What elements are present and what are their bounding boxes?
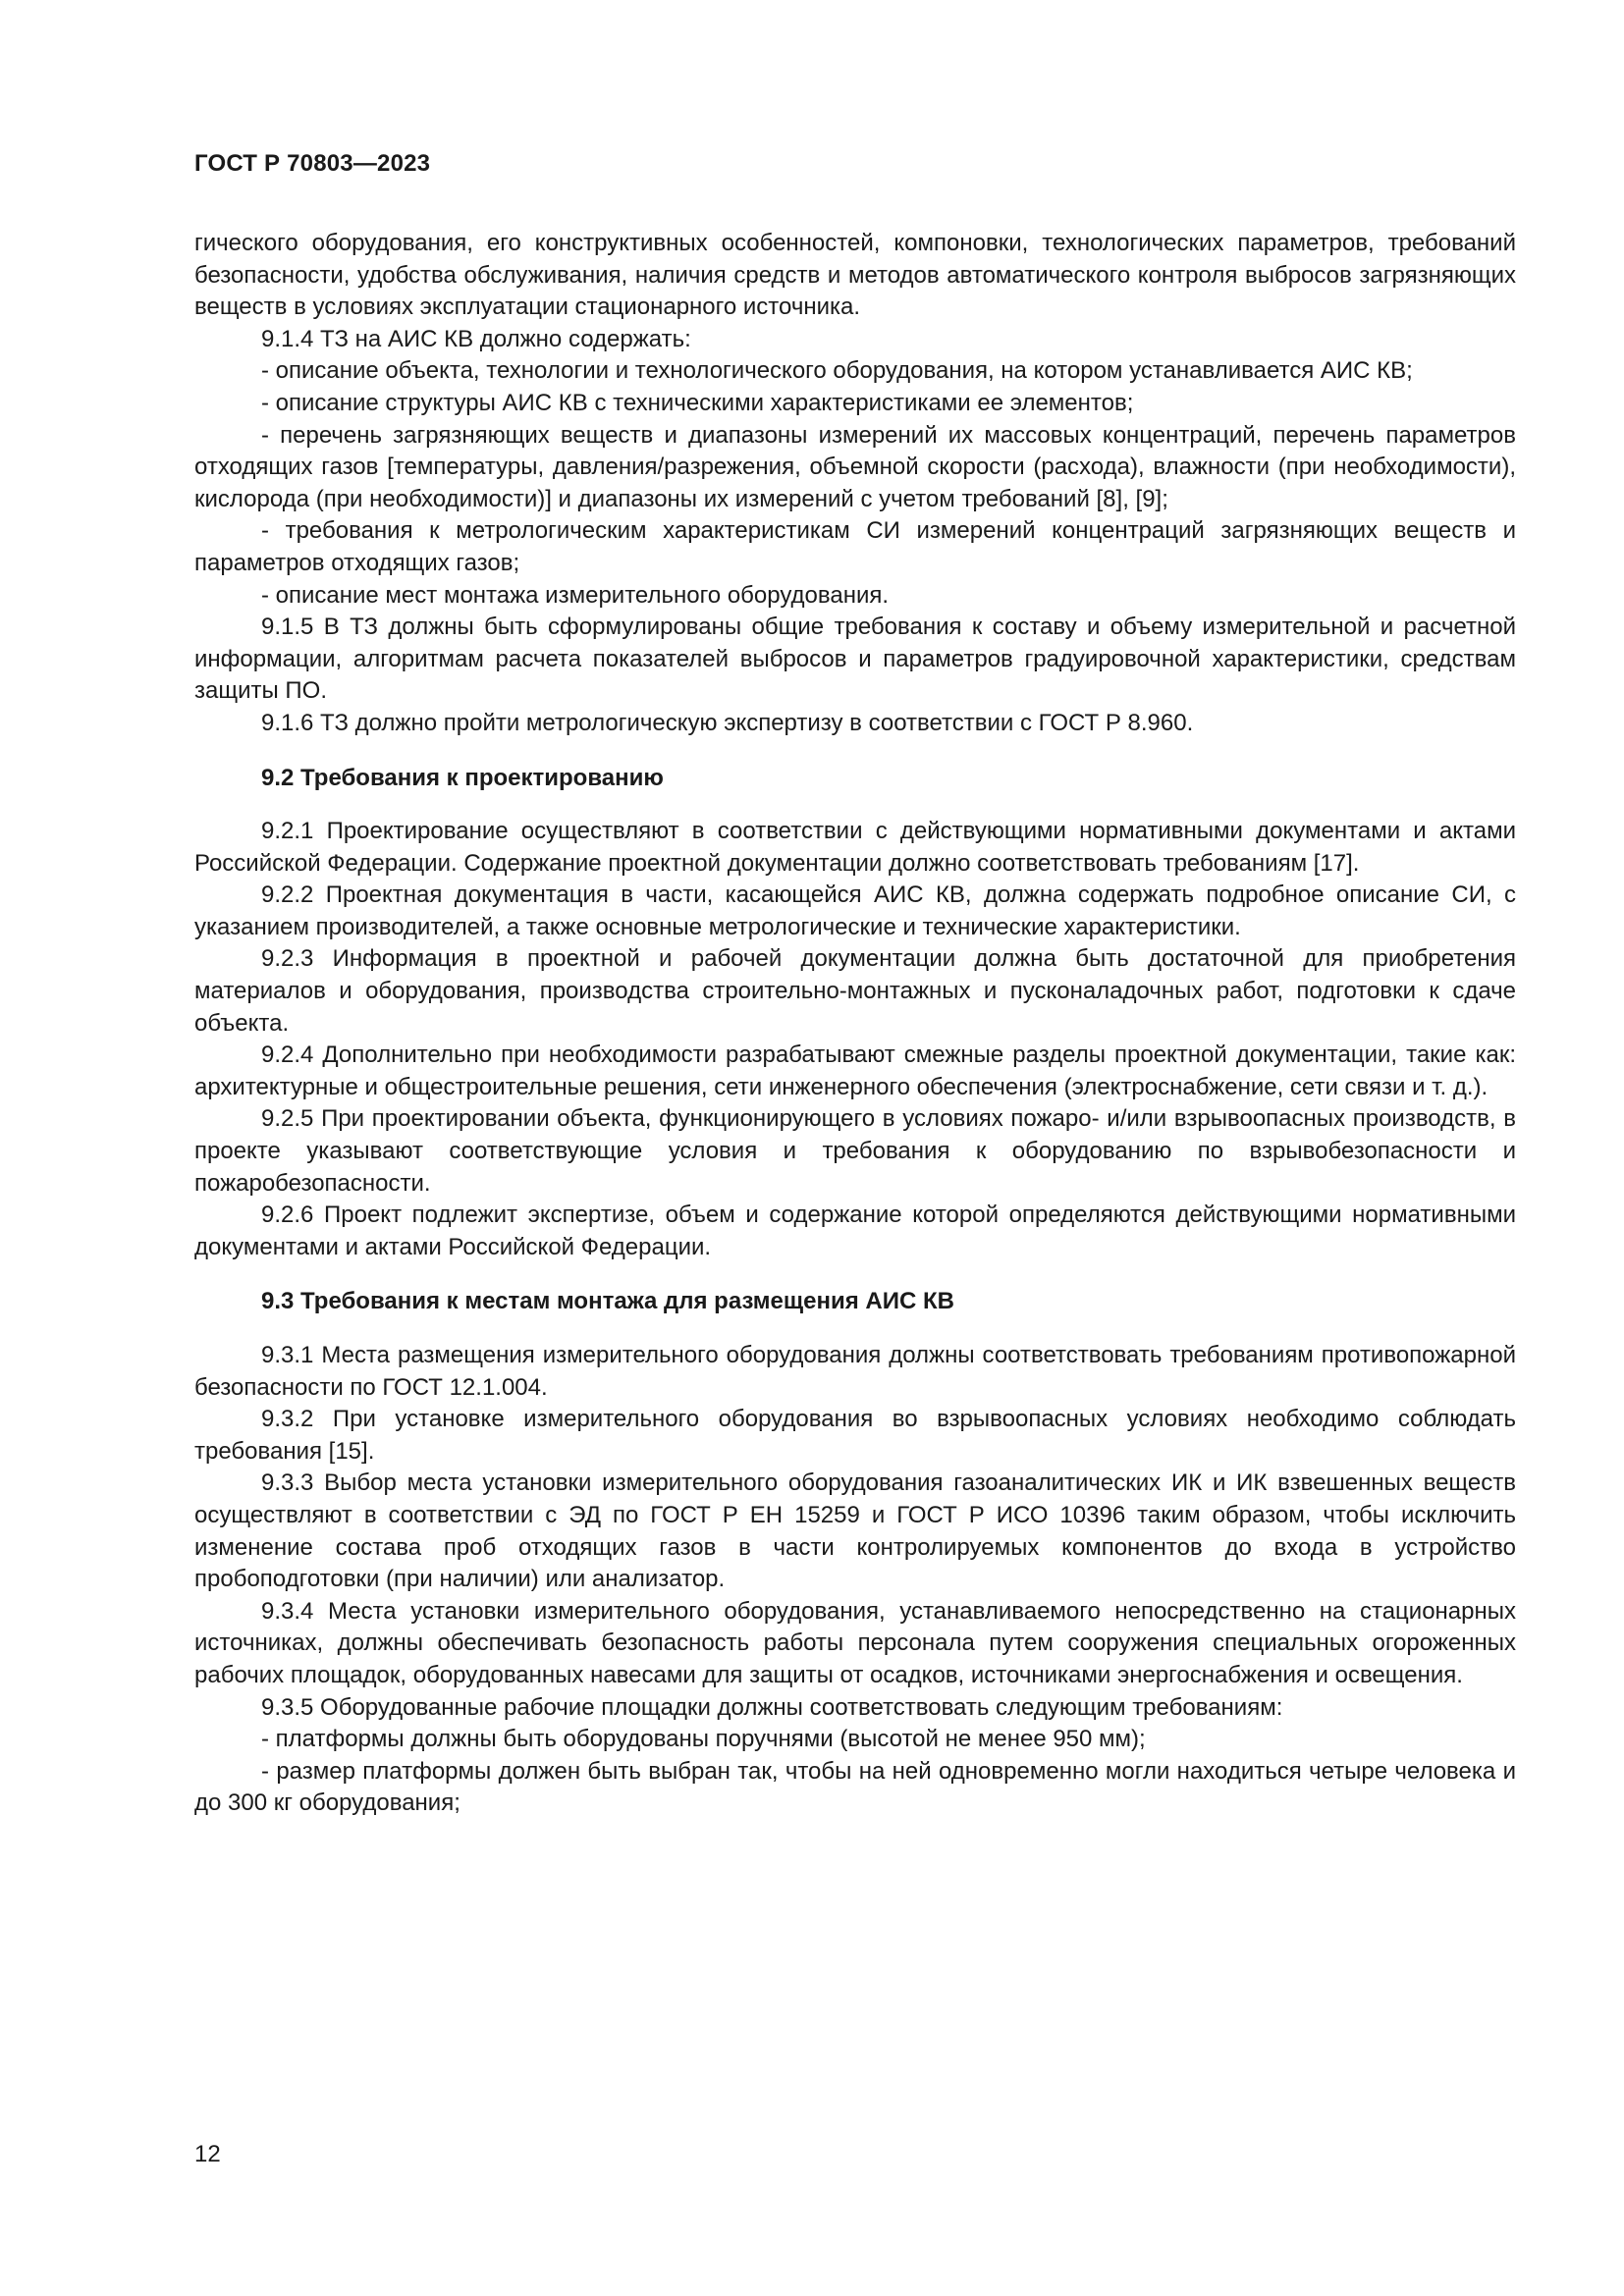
paragraph: 9.1.6 ТЗ должно пройти метрологическую экспертизу в соответствии с ГОСТ Р 8.960. [261, 709, 1194, 736]
list-item: - платформы должны быть оборудованы поручнями (высотой не менее 950 мм); [261, 1726, 1146, 1753]
paragraph: 9.2.3 Информация в проектной и рабочей документации должна быть достаточной для приобретения материалов и оборудования, производства строительно-монтажных и пусконаладочных работ, подготовки к сдаче объекта. [194, 945, 1516, 1037]
document-header: ГОСТ Р 70803—2023 [194, 150, 431, 177]
section-heading: 9.3 Требования к местам монтажа для размещения АИС КВ [261, 1288, 954, 1315]
list-item: - размер платформы должен быть выбран так, чтобы на ней одновременно могли находиться четыре человека и до 300 кг оборудования; [194, 1757, 1516, 1817]
paragraph: 9.2.1 Проектирование осуществляют в соответствии с действующими нормативными документами и актами Российской Федерации. Содержание проектной документации должно соответствовать требованиям [17]. [194, 818, 1516, 877]
list-item: - описание структуры АИС КВ с техническими характеристиками ее элементов; [261, 389, 1134, 416]
paragraph: 9.3.2 При установке измерительного оборудования во взрывоопасных условиях необходимо соблюдать требования [15]. [194, 1406, 1516, 1465]
paragraph: 9.3.4 Места установки измерительного оборудования, устанавливаемого непосредственно на стационарных источниках, должны обеспечивать безопасность работы персонала путем сооружения специальных огороженных рабочих площадок, оборудованных навесами для защиты от осадков, источниками энергоснабжения и освещения. [194, 1597, 1516, 1688]
paragraph: 9.3.3 Выбор места установки измерительного оборудования газоаналитических ИК и ИК взвешенных веществ осуществляют в соответствии с ЭД по ГОСТ Р ЕН 15259 и ГОСТ Р ИСО 10396 таким образом, чтобы исключить изменение состава проб отходящих газов в части контролируемых компонентов до входа в устройство пробоподготовки (при наличии) или анализатор. [194, 1469, 1516, 1593]
paragraph: 9.2.5 При проектировании объекта, функционирующего в условиях пожаро- и/или взрывоопасных производств, в проекте указывают соответствующие условия и требования к оборудованию по взрывобезопасности и пожаробезопасности. [194, 1105, 1516, 1197]
paragraph: 9.2.2 Проектная документация в части, касающейся АИС КВ, должна содержать подробное описание СИ, с указанием производителей, а также основные метрологические и технические характеристики. [194, 881, 1516, 940]
paragraph: 9.2.6 Проект подлежит экспертизе, объем и содержание которой определяются действующими нормативными документами и актами Российской Федерации. [194, 1201, 1516, 1260]
document-body [194, 228, 1516, 1820]
paragraph: 9.1.4 ТЗ на АИС КВ должно содержать: [261, 325, 691, 352]
paragraph: 9.1.5 В ТЗ должны быть сформулированы общие требования к составу и объему измерительной и расчетной информации, алгоритмам расчета показателей выбросов и параметров градуировочной характеристики, средствам защиты ПО. [194, 614, 1516, 705]
paragraph: 9.3.1 Места размещения измерительного оборудования должны соответствовать требованиям противопожарной безопасности по ГОСТ 12.1.004. [194, 1342, 1516, 1401]
page-number: 12 [194, 2141, 221, 2167]
list-item: - требования к метрологическим характеристикам СИ измерений концентраций загрязняющих веществ и параметров отходящих газов; [194, 517, 1516, 576]
paragraph: 9.3.5 Оборудованные рабочие площадки должны соответствовать следующим требованиям: [261, 1693, 1283, 1721]
section-heading: 9.2 Требования к проектированию [261, 764, 664, 791]
list-item: - перечень загрязняющих веществ и диапазоны измерений их массовых концентраций, перечень параметров отходящих газов [температуры, давления/разрежения, объемной скорости (расхода), влажности (при необходимости), кислорода (при необходимости)] и диапазоны их измерений с учетом требований [8], [9]; [194, 421, 1516, 512]
list-item: - описание мест монтажа измерительного оборудования. [261, 581, 890, 609]
list-item: - описание объекта, технологии и технологического оборудования, на котором устанавливается АИС КВ; [261, 357, 1413, 385]
paragraph: 9.2.4 Дополнительно при необходимости разрабатывают смежные разделы проектной документации, такие как: архитектурные и общестроительные решения, сети инженерного обеспечения (электроснабжение, сети связи и т. д.). [194, 1041, 1516, 1100]
paragraph: гического оборудования, его конструктивных особенностей, компоновки, технологических параметров, требований безопасности, удобства обслуживания, наличия средств и методов автоматического контроля выбросов загрязняющих веществ в условиях эксплуатации стационарного источника. [194, 230, 1516, 321]
